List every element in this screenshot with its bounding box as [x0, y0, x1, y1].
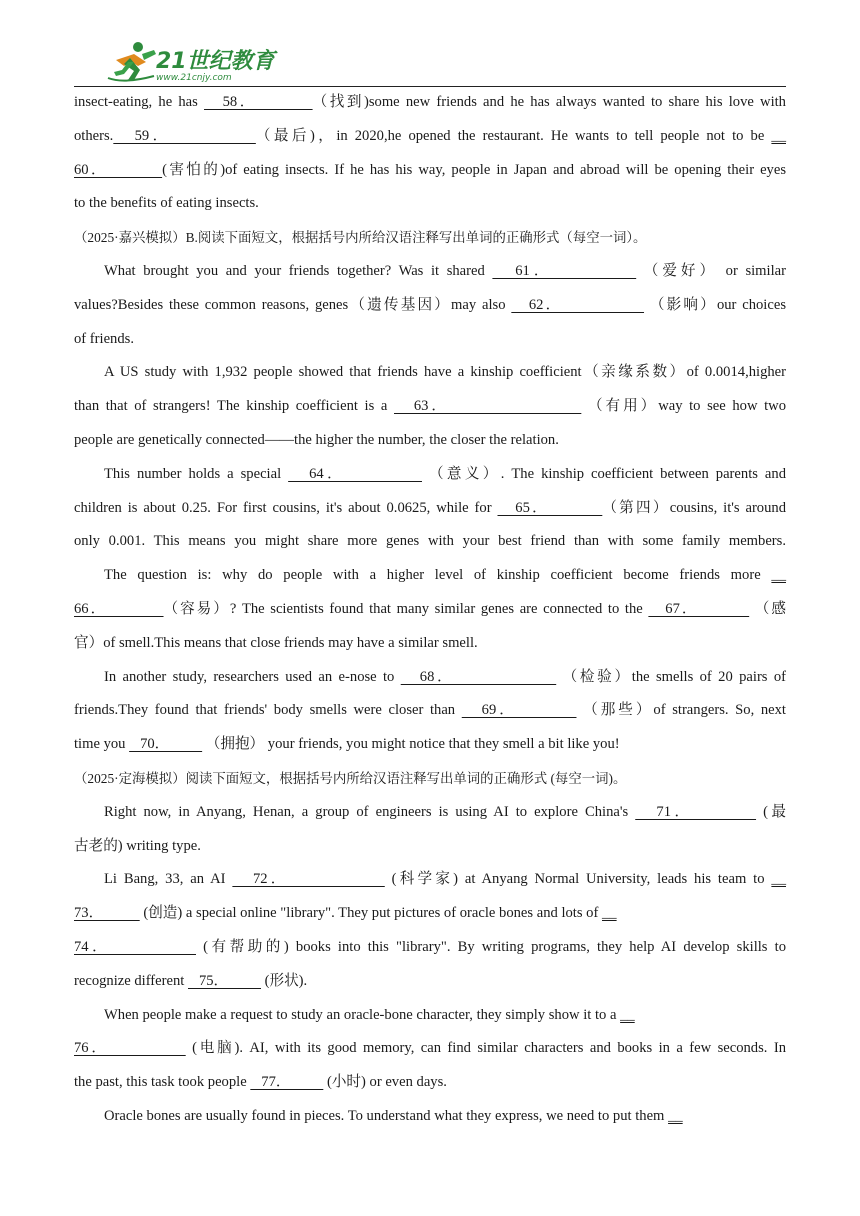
logo-title: 21世纪教育 — [156, 49, 275, 74]
source-heading — [74, 762, 786, 796]
answer-blank[interactable]: 67． — [648, 600, 750, 617]
text-segment: （意义）. The kinship coefficient between parents and — [421, 465, 786, 482]
text-line — [74, 863, 786, 897]
answer-blank[interactable]: __ — [620, 1006, 635, 1023]
text-segment: (电脑). AI, with its good memory, can find similar characters and books in a few seconds. In — [185, 1040, 786, 1057]
text-segment: others. — [74, 127, 114, 144]
text-segment: 古老的) writing type. — [74, 837, 201, 854]
answer-blank[interactable]: 66． — [74, 600, 164, 617]
text-segment: children is about 0.25. For first cousins, it's about 0.0625, while for — [74, 499, 498, 516]
text-line — [74, 694, 786, 728]
answer-blank[interactable]: __ — [602, 905, 617, 922]
answer-blank[interactable]: 71． — [635, 803, 757, 820]
runner-icon — [108, 42, 156, 81]
text-segment: of friends. — [74, 330, 134, 347]
text-line — [74, 356, 786, 390]
text-line — [74, 86, 786, 120]
text-segment: 官）of smell.This means that close friends may have a similar smell. — [74, 634, 478, 651]
text-segment: (形状). — [260, 972, 308, 989]
text-segment: （2025·嘉兴模拟）B.阅读下面短文，根据括号内所给汉语注释写出单词的正确形式（每空一词）。 — [74, 230, 647, 246]
text-segment: （感 — [749, 600, 786, 617]
text-segment: Li Bang, 33, an AI — [104, 871, 233, 888]
text-segment: This number holds a special — [104, 465, 289, 482]
text-segment: (科学家) at Anyang Normal University, leads his team to — [384, 871, 772, 888]
text-segment: （那些）of strangers. So, next — [576, 702, 786, 719]
text-segment: the past, this task took people — [74, 1074, 251, 1091]
answer-blank[interactable]: 77． — [250, 1074, 324, 1091]
document-body — [74, 86, 786, 1134]
text-line — [74, 1066, 786, 1100]
text-line — [74, 525, 786, 559]
text-segment: In another study, researchers used an e-nose to — [104, 668, 401, 685]
text-line — [74, 593, 786, 627]
text-segment: （有用）way to see how two — [581, 398, 786, 415]
text-segment: to the benefits of eating insects. — [74, 195, 259, 212]
answer-blank[interactable]: 61． — [492, 262, 637, 279]
text-segment: values?Besides these common reasons, genes（遗传基因）may also — [74, 296, 512, 313]
text-line — [74, 323, 786, 357]
text-segment: （爱好） or similar — [636, 262, 786, 279]
text-line — [74, 1032, 786, 1066]
answer-blank[interactable]: __ — [771, 567, 786, 584]
answer-blank[interactable]: 76． — [74, 1040, 186, 1057]
text-segment: Oracle bones are usually found in pieces. To understand what they express, we need to put them — [104, 1107, 669, 1124]
answer-blank[interactable]: __ — [771, 127, 786, 144]
text-line — [74, 255, 786, 289]
answer-blank[interactable]: 74． — [74, 938, 196, 955]
text-segment: people are genetically connected——the higher the number, the closer the relation. — [74, 431, 559, 448]
answer-blank[interactable]: 58． — [204, 94, 313, 110]
answer-blank[interactable]: 72． — [232, 871, 385, 888]
text-line — [74, 390, 786, 424]
text-line — [74, 796, 786, 830]
text-line — [74, 897, 786, 931]
text-line — [74, 289, 786, 323]
text-segment: time you — [74, 736, 130, 753]
answer-blank[interactable]: 75． — [188, 972, 261, 989]
text-segment: friends.They found that friends' body smells were closer than — [74, 702, 462, 719]
text-line — [74, 120, 786, 154]
page-header — [74, 40, 786, 87]
text-segment: （影响）our choices — [644, 296, 786, 313]
text-line — [74, 830, 786, 864]
text-segment: Right now, in Anyang, Henan, a group of engineers is using AI to explore China's — [104, 803, 636, 820]
text-line — [74, 492, 786, 526]
text-line — [74, 965, 786, 999]
text-segment: recognize different — [74, 972, 188, 989]
text-line — [74, 728, 786, 762]
text-segment: （2025·定海模拟）阅读下面短文，根据括号内所给汉语注释写出单词的正确形式 (每空一词)。 — [74, 770, 627, 786]
text-segment: （第四）cousins, it's around — [602, 499, 786, 516]
text-segment: (害怕的)of eating insects. If he has his way, people in Japan and abroad will be opening their eyes — [162, 161, 787, 178]
text-segment: (有帮助的) books into this "library". By writing programs, they help AI develop skills to — [196, 938, 786, 955]
text-line — [74, 661, 786, 695]
text-line — [74, 1100, 786, 1134]
source-heading — [74, 221, 786, 255]
answer-blank[interactable]: 62． — [511, 296, 645, 313]
text-segment: （检验）the smells of 20 pairs of — [556, 668, 786, 685]
text-line — [74, 458, 786, 492]
answer-blank[interactable]: 64． — [288, 465, 422, 482]
answer-blank[interactable]: 68． — [400, 668, 557, 685]
text-segment: (最 — [756, 803, 786, 820]
text-line — [74, 154, 786, 188]
text-line — [74, 424, 786, 458]
text-segment: A US study with 1,932 people showed that friends have a kinship coefficient（亲缘系数）of 0.0014,higher — [104, 364, 786, 381]
text-line — [74, 187, 786, 221]
text-line — [74, 559, 786, 593]
answer-blank[interactable]: __ — [668, 1107, 683, 1124]
answer-blank[interactable]: __ — [771, 871, 786, 888]
answer-blank[interactable]: 59． — [113, 127, 256, 144]
text-segment: (小时) or even days. — [323, 1074, 447, 1091]
text-line — [74, 999, 786, 1033]
answer-blank[interactable]: 63． — [394, 398, 582, 415]
text-segment: than that of strangers! The kinship coefficient is a — [74, 398, 394, 415]
text-segment: The question is: why do people with a higher level of kinship coefficient become friends more — [104, 567, 772, 584]
answer-blank[interactable]: 60． — [74, 161, 163, 178]
text-line — [74, 931, 786, 965]
text-segment: When people make a request to study an oracle-bone character, they simply show it to a — [104, 1006, 621, 1023]
text-segment: （容易）? The scientists found that many similar genes are connected to the — [163, 600, 649, 617]
text-line — [74, 627, 786, 661]
text-segment: （最后)，in 2020,he opened the restaurant. He wants to tell people not to be — [255, 127, 772, 144]
text-segment: (创造) a special online "library". They put pictures of oracle bones and lots of — [139, 905, 602, 922]
text-segment: （找到)some new friends and he has always wanted to share his love with — [312, 94, 786, 110]
answer-blank[interactable]: 69． — [461, 702, 577, 719]
text-segment: insect-eating, he has — [74, 94, 205, 110]
answer-blank[interactable]: 73． — [74, 905, 140, 922]
answer-blank[interactable]: 70． — [129, 736, 203, 753]
logo-url: www.21cnjy.com — [156, 73, 232, 83]
text-segment: only 0.001. This means you might share more genes with your best friend than with some family members. — [74, 533, 786, 550]
answer-blank[interactable]: 65． — [497, 499, 603, 516]
text-segment: （拥抱） your friends, you might notice that they smell a bit like you! — [202, 736, 620, 753]
21cnjy-logo — [94, 40, 284, 84]
text-segment: What brought you and your friends together? Was it shared — [104, 262, 493, 279]
